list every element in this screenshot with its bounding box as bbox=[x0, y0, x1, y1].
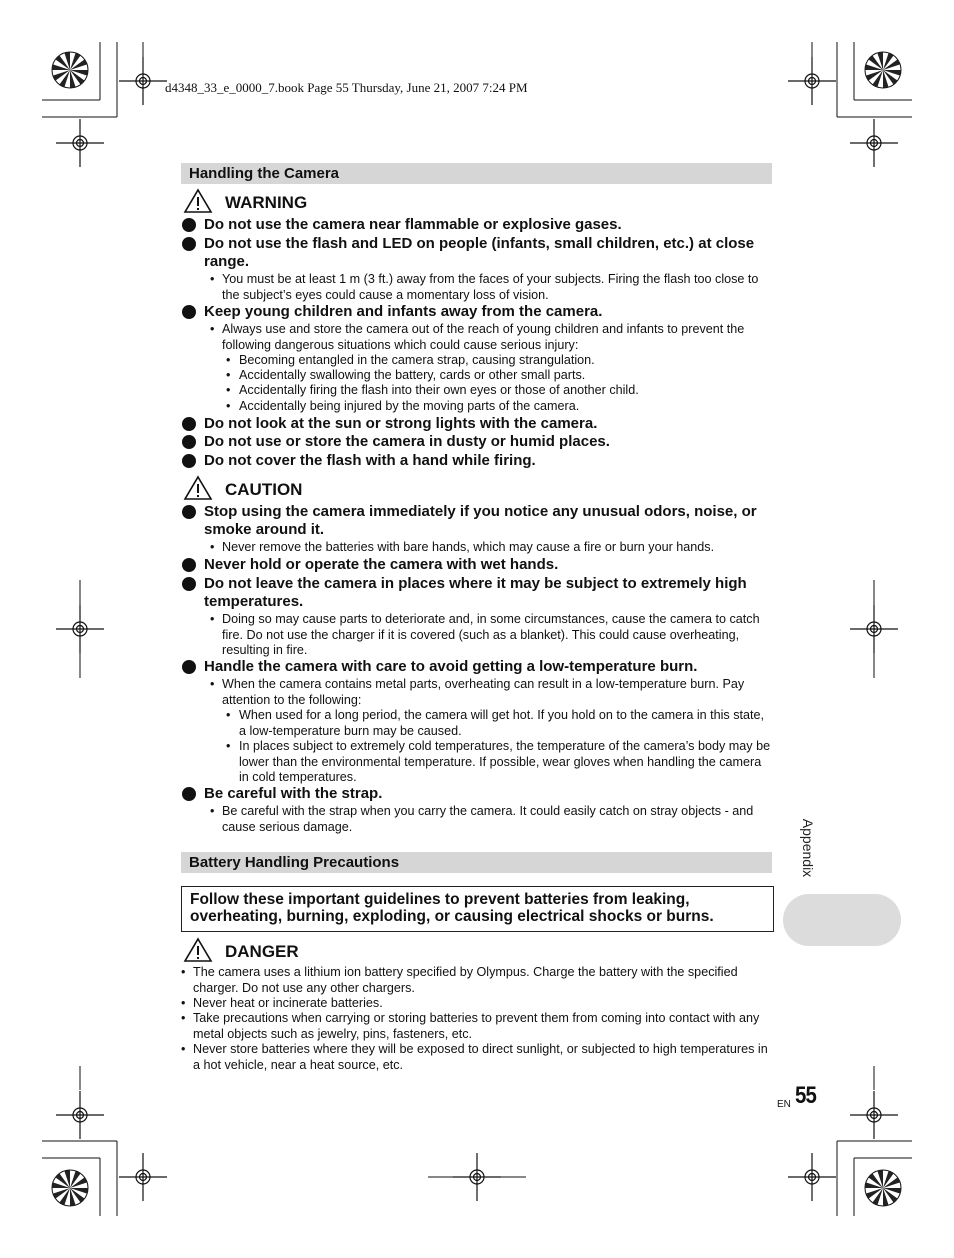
warning-label: WARNING bbox=[225, 193, 308, 212]
warning-subsubitem: • Accidentally being injured by the moving parts of the camera. bbox=[239, 399, 772, 415]
caution-subitem: • When the camera contains metal parts, overheating can result in a low-temperature burn. Pay attention to the following: bbox=[222, 677, 772, 708]
bullet-dot bbox=[182, 417, 196, 431]
section-title: Handling the Camera bbox=[189, 165, 340, 182]
warning-item: Keep young children and infants away from the camera. bbox=[204, 303, 603, 320]
warning-item: Do not look at the sun or strong lights with the camera. bbox=[204, 415, 598, 432]
warning-subsubitem: • Accidentally firing the flash into their own eyes or those of another child. bbox=[239, 383, 772, 399]
warning-subsubitem: • Accidentally swallowing the battery, cards or other small parts. bbox=[239, 368, 772, 384]
side-tab-label: Appendix bbox=[800, 818, 816, 878]
caution-subsubitem: • When used for a long period, the camera will get hot. If you hold on to the camera in this state, a low-temperature burn may be caused. bbox=[239, 708, 772, 739]
warning-subsubitem: • Becoming entangled in the camera strap, causing strangulation. bbox=[239, 353, 772, 369]
danger-label: DANGER bbox=[225, 942, 299, 961]
section-title-bar bbox=[181, 852, 772, 873]
caution-item: Do not leave the camera in places where it may be subject to extremely high temperatures. bbox=[204, 575, 747, 610]
bullet-dot bbox=[182, 454, 196, 468]
danger-item: • The camera uses a lithium ion battery specified by Olympus. Charge the battery with the specified charger. Do not use any other chargers. bbox=[193, 965, 772, 996]
warning-subitem: • You must be at least 1 m (3 ft.) away from the faces of your subjects. Firing the flash too close to the subject’s eyes could cause a momentary loss of vision. bbox=[222, 272, 772, 303]
bullet-dot bbox=[182, 435, 196, 449]
warning-item: Do not use or store the camera in dusty or humid places. bbox=[204, 433, 610, 450]
warning-item: Do not use the flash and LED on people (infants, small children, etc.) at close range. bbox=[204, 235, 755, 270]
caution-icon bbox=[183, 475, 213, 501]
caution-subsubitem: • In places subject to extremely cold temperatures, the temperature of the camera’s body may be lower than the environmental temperature. If possible, wear gloves when handling the camera in cold temperatures. bbox=[239, 739, 772, 786]
caution-item: Be careful with the strap. bbox=[204, 785, 383, 802]
warning-subitem: • Always use and store the camera out of the reach of young children and infants to prevent the following dangerous situations which could cause serious injury: bbox=[222, 322, 772, 353]
warning-icon bbox=[183, 188, 213, 214]
bullet-dot bbox=[182, 218, 196, 232]
print-info: d4348_33_e_0000_7.book Page 55 Thursday, June 21, 2007 7:24 PM bbox=[165, 80, 528, 95]
danger-item: • Never heat or incinerate batteries. bbox=[193, 996, 772, 1012]
caution-label: CAUTION bbox=[225, 480, 303, 499]
page-number bbox=[777, 1082, 820, 1110]
warning-item: Do not use the camera near flammable or explosive gases. bbox=[204, 216, 622, 233]
page-number-value: 55 bbox=[795, 1082, 817, 1109]
section-title: Battery Handling Precautions bbox=[189, 854, 400, 871]
appendix-tab bbox=[783, 894, 901, 946]
bullet-dot bbox=[182, 660, 196, 674]
bullet-dot bbox=[182, 787, 196, 801]
caution-subitem: • Doing so may cause parts to deteriorate and, in some circumstances, cause the camera to catch fire. Do not use the charger if it is covered (such as a blanket). This could cause overheating, resulting in fire. bbox=[222, 612, 772, 659]
danger-item: • Take precautions when carrying or storing batteries to prevent them from coming into contact with any metal objects such as jewelry, pins, fasteners, etc. bbox=[193, 1011, 772, 1042]
caution-subitem: • Be careful with the strap when you carry the camera. It could easily catch on stray objects - and cause serious damage. bbox=[222, 804, 772, 835]
language-code: EN bbox=[777, 1099, 791, 1110]
warning-item: Do not cover the flash with a hand while firing. bbox=[204, 452, 536, 469]
section-title-bar bbox=[181, 163, 772, 184]
bullet-dot bbox=[182, 305, 196, 319]
bullet-dot bbox=[182, 577, 196, 591]
caution-item: Handle the camera with care to avoid getting a low-temperature burn. bbox=[204, 658, 698, 675]
bullet-dot bbox=[182, 237, 196, 251]
caution-item: Stop using the camera immediately if you notice any unusual odors, noise, or smoke around it. bbox=[204, 503, 757, 538]
caution-item: Never hold or operate the camera with wet hands. bbox=[204, 556, 559, 573]
caution-subitem: • Never remove the batteries with bare hands, which may cause a fire or burn your hands. bbox=[222, 540, 772, 556]
danger-icon bbox=[183, 937, 213, 963]
battery-notice-box: Follow these important guidelines to prevent batteries from leaking, overheating, burning, exploding, or causing electrical shocks or burns. bbox=[181, 886, 774, 932]
bullet-dot bbox=[182, 558, 196, 572]
bullet-dot bbox=[182, 505, 196, 519]
danger-item: • Never store batteries where they will be exposed to direct sunlight, or subjected to high temperatures in a hot vehicle, near a heat source, etc. bbox=[193, 1042, 772, 1073]
